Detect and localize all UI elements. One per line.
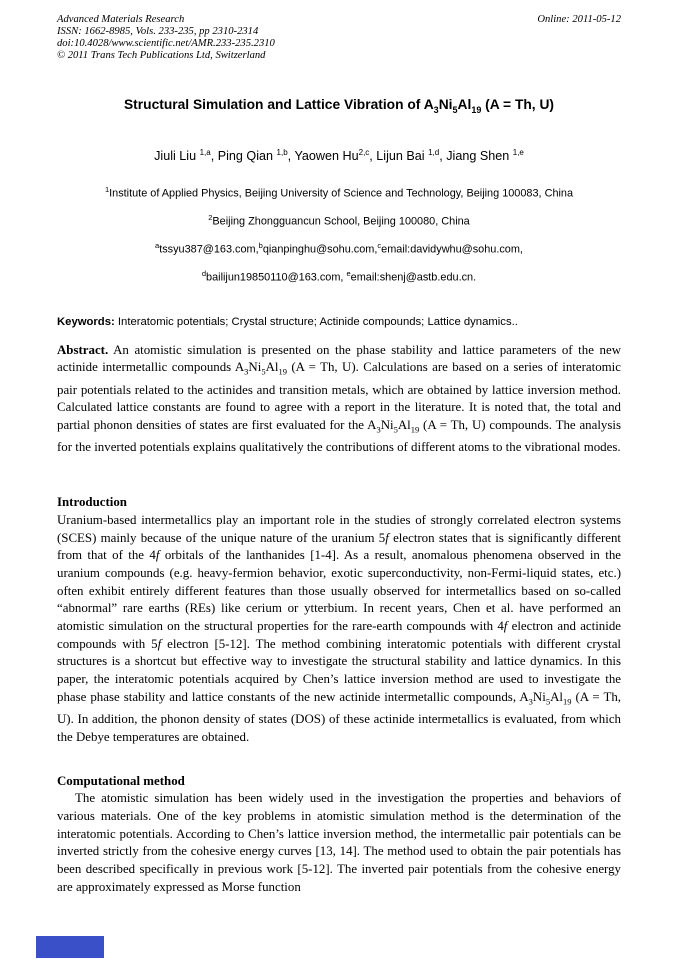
section-heading-introduction: Introduction — [57, 495, 127, 510]
journal-doi: doi:10.4028/www.scientific.net/AMR.233-235.2310 — [57, 38, 275, 49]
online-date: Online: 2011-05-12 — [537, 14, 621, 25]
keywords-line: Keywords: Interatomic potentials; Crystal structure; Actinide compounds; Lattice dynamics.. — [57, 316, 518, 329]
introduction-paragraph: Uranium-based intermetallics play an important role in the studies of strongly correlated electron systems (SCES) mainly because of the unique nature of the uranium 5f electron states that is significantly different from that of the 4f orbitals of the lanthanides [1-4]. As a result, anomalous phenomena observed in the uranium compounds (e.g. heavy-fermion behavior, exotic superconductivity, non-Fermi-liquid states, etc.) often exhibit entirely different features than those usually observed for intermetallics based on so-called “abnormal” rare earths (REs) like cerium or ytterbium. In recent years, Chen et al. have performed an atomistic simulation on the structural properties for the rare-earth compounds with 4f electron and actinide compounds with 5f electron [5-12]. The method combining interatomic potentials with different crystal structures is a shortcut but effective way to investigate the structural stability and lattice dynamics. In this paper, the interatomic potentials acquired by Chen’s lattice inversion method are used to investigate the phase phase stability and lattice constants of the new actinide intermetallic compounds, $A_3Ni_5Al_{19}$ (A = Th, U). In addition, the phonon density of states (DOS) of these actinide intermetallics is evaluated, from which the Debye temperatures are obtained. — [57, 512, 622, 744]
abstract-paragraph: Abstract. An atomistic simulation is presented on the phase stability and lattice parameters of the new actinide intermetallic compounds $A_3Ni_5Al_{19}$ (A = Th, U). Calculations are based on a series of interatomic pair potentials related to the actinides and transition metals, which are obtained by lattice inversion method. Calculated lattice constants are found to agree with a report in the literature. It is noted that, the total and partial phonon densities of states are first evaluated for the $A_3Ni_5Al_{19}$ (A = Th, U) compounds. The analysis for the inverted potentials explains qualitatively the contributions of different atoms to the vibrational modes. — [57, 342, 621, 455]
affiliations — [57, 178, 621, 291]
affiliation-2: $^2$Beijing Zhongguancun School, Beijing 100080, China — [208, 213, 470, 228]
journal-header — [57, 14, 621, 62]
author-emails-line-2: $^d$bailijun19850110@163.com, $^e$email:shenj@astb.edu.cn. — [201, 269, 477, 284]
journal-info — [57, 14, 275, 62]
computational-method-paragraph: The atomistic simulation has been widely used in the investigation the properties and behaviors of various materials. One of the key problems in atomistic simulation method is the determination of the interatomic potentials. According to Chen’s lattice inversion method, the intermetallic pair potentials can be inverted strictly from the cohesive energy curves [13, 14]. The method used to obtain the pair potentials has been described specifically in previous work [5-12]. The inverted pair potentials from the cohesive energy are approximately expressed as Morse function — [57, 791, 621, 894]
footer-mark — [36, 936, 104, 958]
page-content — [57, 14, 621, 896]
journal-name: Advanced Materials Research — [57, 14, 185, 25]
section-heading-computational-method: Computational method — [57, 773, 185, 788]
journal-copyright: © 2011 Trans Tech Publications Ltd, Switzerland — [57, 50, 266, 61]
paper-title: Structural Simulation and Lattice Vibration of $A_3Ni_5Al_{19}$ (A = Th, U) — [123, 97, 555, 115]
journal-issn: ISSN: 1662-8985, Vols. 233-235, pp 2310-2314 — [57, 26, 259, 37]
author-emails-line-1: $^a$tssyu387@163.com,$^b$qianpinghu@sohu.com,$^c$email:davidywhu@sohu.com, — [155, 241, 523, 256]
author-list: Jiuli Liu $^{1,a}$, Ping Qian $^{1,b}$, Yaowen Hu$^{2,c}$, Lijun Bai $^{1,d}$, Jiang Shen $^{1,e}$ — [154, 147, 524, 163]
affiliation-1: $^1$Institute of Applied Physics, Beijing University of Science and Technology, Beijing 100083, China — [104, 184, 574, 200]
